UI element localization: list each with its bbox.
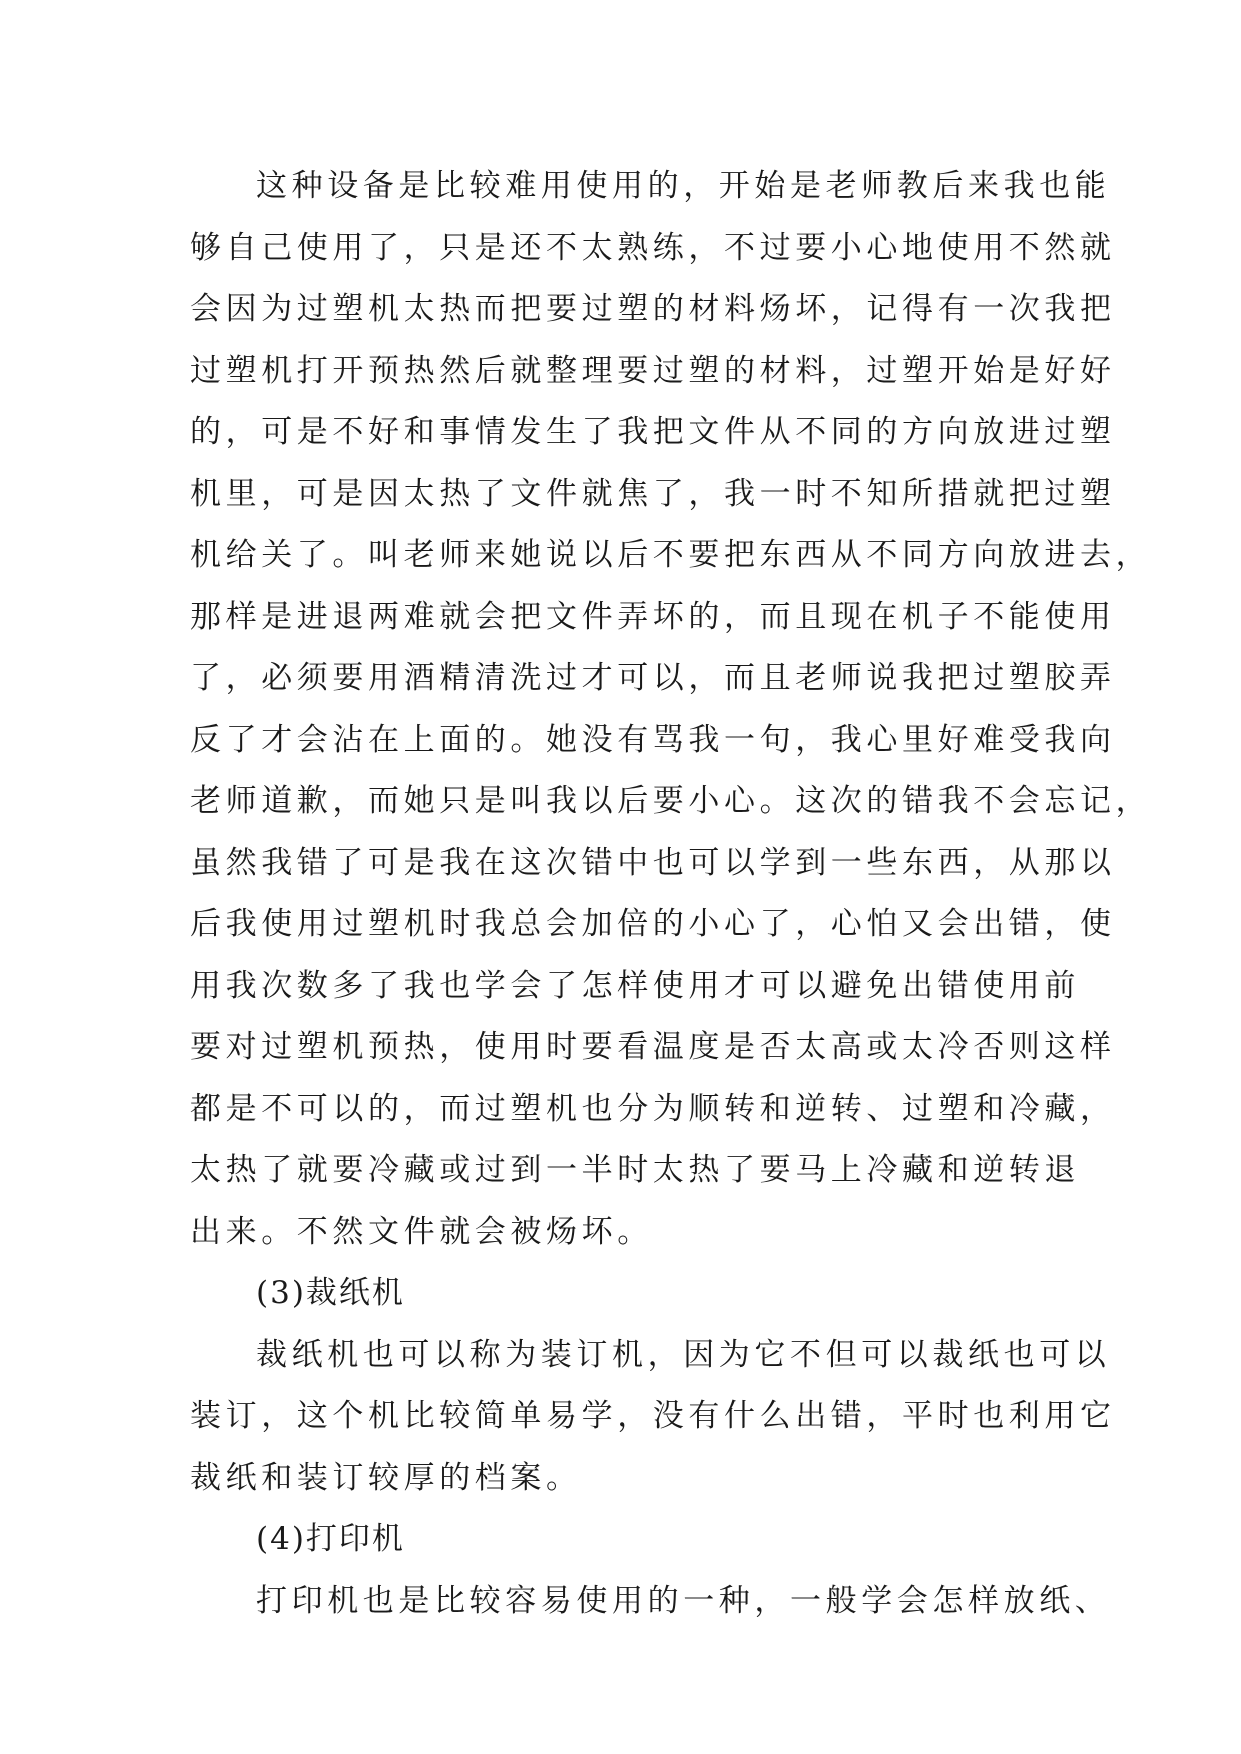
paragraph-line: 裁纸机也可以称为装订机，因为它不但可以裁纸也可以 (256, 1336, 1111, 1373)
paragraph-line: 太热了就要冷藏或过到一半时太热了要马上冷藏和逆转退 (190, 1152, 1080, 1188)
paragraph-line: 后我使用过塑机时我总会加倍的小心了，心怕又会出错，使 (190, 906, 1116, 942)
paragraph-line: 反了才会沾在上面的。她没有骂我一句，我心里好难受我向 (190, 721, 1116, 758)
paragraph-line: 的，可是不好和事情发生了我把文件从不同的方向放进过塑 (190, 414, 1116, 450)
paragraph-line: 出来。不然文件就会被炀坏。 (190, 1213, 653, 1250)
paragraph-line: 过塑机打开预热然后就整理要过塑的材料，过塑开始是好好 (190, 352, 1116, 389)
paragraph-line: 那样是进退两难就会把文件弄坏的，而且现在机子不能使用 (190, 598, 1116, 635)
paragraph-line: 要对过塑机预热，使用时要看温度是否太高或太冷否则这样 (190, 1029, 1116, 1065)
paragraph-line: 裁纸和装订较厚的档案。 (190, 1459, 582, 1496)
paragraph-line: 都是不可以的，而过塑机也分为顺转和逆转、过塑和冷藏， (190, 1090, 1116, 1127)
section-heading-paper-cutter: (3)裁纸机 (256, 1275, 405, 1311)
paragraph-line: 够自己使用了，只是还不太熟练，不过要小心地使用不然就 (190, 229, 1116, 266)
paragraph-line: 虽然我错了可是我在这次错中也可以学到一些东西，从那以 (190, 844, 1116, 881)
paragraph-line: 机里，可是因太热了文件就焦了，我一时不知所措就把过塑 (190, 475, 1116, 512)
paragraph-line: 老师道歉，而她只是叫我以后要小心。这次的错我不会忘记， (190, 783, 1152, 819)
paragraph-line: 了，必须要用酒精清洗过才可以，而且老师说我把过塑胶弄 (190, 660, 1116, 696)
document-body (190, 156, 1152, 1632)
section-heading-printer: (4)打印机 (256, 1521, 405, 1557)
paragraph-line: 机给关了。叫老师来她说以后不要把东西从不同方向放进去， (190, 537, 1152, 573)
paragraph-line: 装订，这个机比较简单易学，没有什么出错，平时也利用它 (190, 1398, 1116, 1434)
paragraph-line: 用我次数多了我也学会了怎样使用才可以避免出错使用前 (190, 967, 1080, 1004)
paragraph-line: 这种设备是比较难用使用的，开始是老师教后来我也能 (256, 168, 1111, 204)
paragraph-line: 会因为过塑机太热而把要过塑的材料炀坏，记得有一次我把 (190, 291, 1116, 327)
paragraph-line: 打印机也是比较容易使用的一种，一般学会怎样放纸、 (256, 1582, 1111, 1619)
